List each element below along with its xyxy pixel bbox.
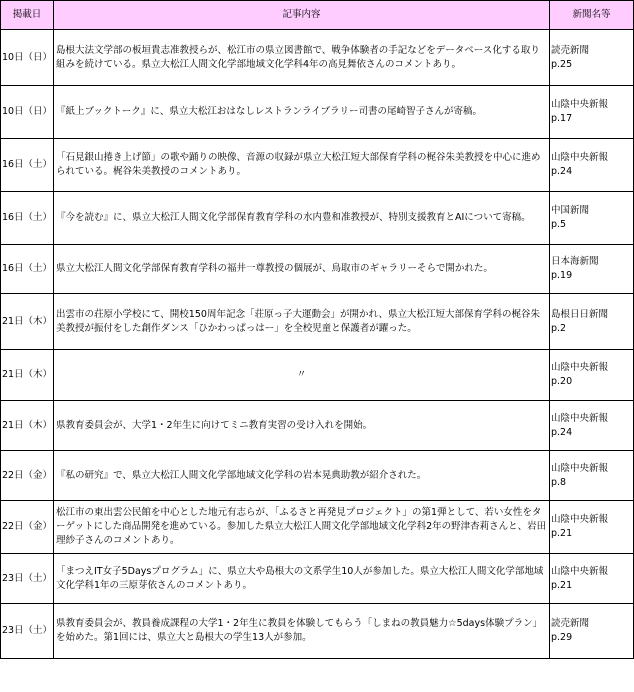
row-content: 『今を読む』に、県立大松江人間文化学部保育教育学科の水内豊和准教授が、特別支援教育とAIについて寄稿。 — [54, 192, 550, 245]
page-number: p.20 — [551, 376, 573, 387]
row-content: 「石見銀山捲き上げ節」の歌や踊りの映像、音源の収録が県立大松江短大部保育学科の梶谷朱美教授を中心に進められている。梶谷朱美教授のコメントあり。 — [54, 139, 550, 192]
newspaper-name: 山陰中央新報 — [551, 462, 609, 474]
table-row — [1, 30, 634, 86]
table-row — [1, 139, 634, 192]
header-row — [1, 1, 634, 30]
page-number: p.21 — [551, 579, 573, 591]
newspaper-name: 読売新聞 — [551, 618, 590, 629]
page-number: p.8 — [551, 476, 567, 488]
page-number: p.24 — [551, 166, 573, 177]
table-row — [1, 401, 634, 451]
page-number: p.2 — [551, 322, 567, 334]
header-content: 記事内容 — [54, 1, 550, 30]
row-content: 出雲市の荘原小学校にて、開校150周年記念「荘原っ子大運動会」が開かれ、県立大松江短大部保育学科の梶谷朱美教授が振付をした創作ダンス「ひかわっぱっはー」を全校児童と保護者が躍った。 — [54, 294, 550, 350]
row-source — [550, 350, 634, 401]
row-source — [550, 192, 634, 245]
row-source — [550, 139, 634, 192]
newspaper-name: 山陰中央新報 — [551, 99, 609, 110]
row-date: 16日（土） — [1, 139, 54, 192]
row-date: 21日（木） — [1, 350, 54, 401]
row-date: 16日（土） — [1, 192, 54, 245]
row-content: 『紙上ブックトーク』に、県立大松江おはなしレストランライブラリー司書の尾崎智子さんが寄稿。 — [54, 86, 550, 139]
table-row — [1, 192, 634, 245]
row-content: 〃 — [54, 350, 550, 401]
newspaper-name: 山陰中央新報 — [551, 152, 609, 163]
page-number: p.29 — [551, 632, 573, 643]
page-number: p.24 — [551, 426, 573, 438]
page-number: p.25 — [551, 58, 573, 70]
row-date: 23日（土） — [1, 554, 54, 604]
page-number: p.19 — [551, 270, 573, 281]
table-body — [1, 30, 634, 659]
row-content: 県教育委員会が、大学1・2年生に向けてミニ教育実習の受け入れを開始。 — [54, 401, 550, 451]
row-source — [550, 245, 634, 294]
page-number: p.21 — [551, 528, 573, 539]
header-date: 掲載日 — [1, 1, 54, 30]
row-date: 22日（金） — [1, 451, 54, 501]
newspaper-name: 山陰中央新報 — [551, 565, 609, 577]
row-date: 10日（日） — [1, 86, 54, 139]
table-row — [1, 554, 634, 604]
row-source — [550, 86, 634, 139]
row-source — [550, 604, 634, 659]
page-number: p.5 — [551, 219, 567, 230]
newspaper-name: 山陰中央新報 — [551, 362, 609, 373]
row-date: 16日（土） — [1, 245, 54, 294]
row-date: 21日（木） — [1, 294, 54, 350]
row-source — [550, 501, 634, 554]
newspaper-name: 読売新聞 — [551, 44, 590, 56]
newspaper-name: 山陰中央新報 — [551, 514, 609, 525]
row-date: 10日（日） — [1, 30, 54, 86]
row-content: 松江市の東出雲公民館を中心とした地元有志らが、「ふるさと再発見プロジェクト」の第1弾として、若い女性をターゲットにした商品開発を進めている。参加した県立大松江人間文化学部地域文化学科2年の野津杏莉さんと、岩田理紗子さんのコメントあり。 — [54, 501, 550, 554]
row-source — [550, 30, 634, 86]
newspaper-name: 山陰中央新報 — [551, 412, 609, 424]
row-content: 「まつえIT女子5Daysプログラム」に、県立大や島根大の文系学生10人が参加した。県立大松江人間文化学部地域文化学科1年の三原芽依さんのコメントあり。 — [54, 554, 550, 604]
row-source — [550, 401, 634, 451]
newspaper-name: 日本海新聞 — [551, 256, 599, 267]
table-row — [1, 350, 634, 401]
row-date: 23日（土） — [1, 604, 54, 659]
header-paper: 新聞名等 — [550, 1, 634, 30]
row-source — [550, 451, 634, 501]
row-content: 県立大松江人間文化学部保育教育学科の福井一尊教授の個展が、鳥取市のギャラリーそらで開かれた。 — [54, 245, 550, 294]
row-content: 島根大法文学部の板垣貴志准教授らが、松江市の県立図書館で、戦争体験者の手記などをデータベース化する取り組みを続けている。県立大松江人間文化学部地域文化学科4年の高見舞依さんのコメントあり。 — [54, 30, 550, 86]
row-date: 22日（金） — [1, 501, 54, 554]
table-row — [1, 86, 634, 139]
newspaper-name: 中国新聞 — [551, 205, 590, 216]
row-date: 21日（木） — [1, 401, 54, 451]
table-row — [1, 245, 634, 294]
row-content: 県教育委員会が、教員養成課程の大学1・2年生に教員を体験してもらう「しまねの教員魅力☆5days体験プラン」を始めた。第1回には、県立大と島根大の学生13人が参加。 — [54, 604, 550, 659]
table-row — [1, 501, 634, 554]
row-source — [550, 294, 634, 350]
table-row — [1, 451, 634, 501]
newspaper-name: 島根日日新聞 — [551, 308, 609, 320]
table-row — [1, 604, 634, 659]
row-source — [550, 554, 634, 604]
row-content: 『私の研究』で、県立大松江人間文化学部地域文化学科の岩本晃典助教が紹介された。 — [54, 451, 550, 501]
page-number: p.17 — [551, 113, 573, 124]
table-row — [1, 294, 634, 350]
